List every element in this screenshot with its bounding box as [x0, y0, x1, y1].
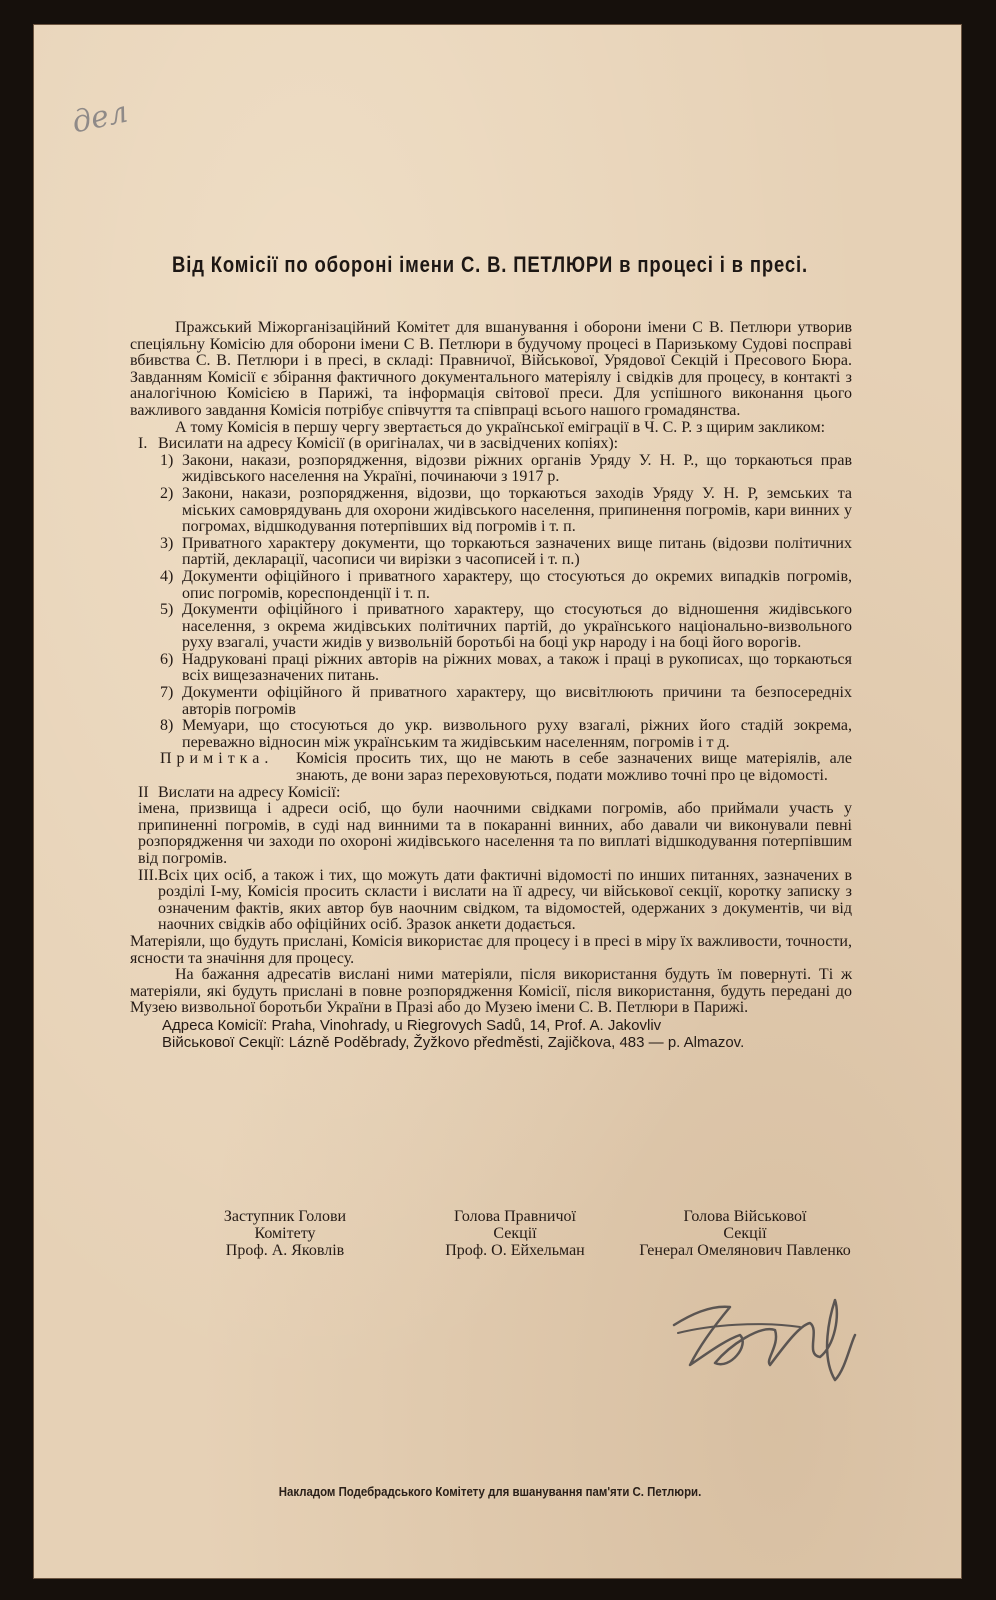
- list-item-number: 4): [160, 567, 174, 585]
- section-1: [138, 436, 852, 784]
- section-3-text: Всіх цих осіб, а також і тих, що можуть дати фактичні відомості по инших питаннях, зазначених в розділі I-му, Комісія просить скласти і вислати на її адресу, чи військової секції, коротку записку з означеним фактів, яких автор був наочним свідком, та відомостей, одержаних з документів, чи від наочних свідків або офіційних осіб. Зразок анкети додається.: [158, 866, 852, 934]
- note: [160, 751, 852, 784]
- signatory-name: Проф. А. Яковлів: [225, 1242, 345, 1259]
- section-2: [138, 785, 852, 868]
- section-3: [138, 868, 852, 934]
- signatory-title: Голова Правничої: [454, 1208, 576, 1225]
- appeal-paragraph: А тому Комісія в першу чергу звертається до української еміграції в Ч. С. Р. з щирим закликом:: [175, 418, 826, 436]
- list-item-number: 8): [160, 717, 174, 735]
- signatory-name: Генерал Омелянович Павленко: [639, 1242, 851, 1259]
- signatory-body: Секції: [493, 1225, 537, 1242]
- section-2-text: імена, призвища і адреси осіб, що були наочними свідками погромів, або приймали участь у припиненні погромів, в суді над винними та в покаранні винних, або давали чи виконували певні розпорядження чи заходи по охороні жидівського населення та по виплаті відшкодування потерпівшим від погромів.: [138, 800, 852, 867]
- list-item: [160, 652, 852, 685]
- signatory-body: Секції: [723, 1225, 767, 1242]
- list-item: [160, 718, 852, 751]
- list-item: [160, 602, 852, 652]
- section-2-heading: Вислати на адресу Комісії:: [158, 783, 341, 801]
- document-body: [130, 320, 852, 1051]
- list-item: [160, 569, 852, 602]
- list-item-text: Мемуари, що стосуються до укр. визвольного руху взагалі, ріжних його стадій зокрема, переважно відносин між українським та жидівським населенням, погромів і т д.: [182, 717, 852, 751]
- section-1-heading: Висилати на адресу Комісії (в оригіналах, чи в засвідчених копіях):: [158, 435, 619, 453]
- list-item-text: Документи офіційного і приватного характеру, що стосуються до окремих випадків погромів, опис погромів, кореспонденції і т. п.: [182, 567, 852, 602]
- section-3-number: III.: [138, 866, 158, 884]
- section-2-number: II: [138, 783, 149, 801]
- section-1-number: I.: [138, 435, 148, 453]
- list-item-number: 6): [160, 650, 174, 668]
- list-item-text: Закони, накази, розпорядження, відозви ріжних органів Уряду У. Н. Р., що торкаються прав жидівського населення на Україні, починаючи з 1917 р.: [182, 451, 852, 486]
- signatory-title: Голова Військової: [683, 1208, 807, 1225]
- list-item-text: Документи офіційного й приватного характеру, що висвітлюють причини та безпосередніх авторів погромів: [182, 684, 852, 718]
- list-item-text: Закони, накази, розпорядження, відозви, що торкаються заходів Уряду У. Н. Р, земських та міських самоврядувань для охорони жидівського населення, припинення погромів, кари винних у погромах, відшкодування потерпівших від погромів і т. п.: [182, 484, 852, 536]
- signatory: [400, 1208, 630, 1259]
- signatory-body: Комітету: [254, 1225, 316, 1242]
- list-item: [160, 536, 852, 569]
- list-item-text: Приватного характеру документи, що торкаються зазначених вище питань (відозви політичних партій, декларації, часописи чи вирізки з часописей і т. п.): [182, 534, 852, 569]
- list-item-number: 5): [160, 601, 174, 619]
- signatory-name: Проф. О. Ейхельман: [445, 1242, 585, 1259]
- materials-paragraph: Матеріяли, що будуть прислані, Комісія використає для процесу і в пресі в міру їх важливости, точности, ясности та значіння для процесу.: [130, 932, 852, 967]
- list-item: [160, 453, 852, 486]
- page-footer: Накладом Подебрадського Комітету для вшанування пам'яти С. Петлюри.: [278, 1484, 702, 1499]
- signatories: [170, 1208, 860, 1259]
- note-label: Примітка.: [160, 750, 274, 768]
- pencil-note: дел: [68, 94, 131, 141]
- page-title: Від Комісії по обороні імени С. В. ПЕТЛЮРИ в процесі і в пресі.: [172, 252, 808, 277]
- address-military-section: Військової Секції: Lázně Poděbrady, Žyžkovo předměsti, Zajičkova, 483 — p. Almazov.: [162, 1033, 745, 1051]
- list-item-number: 7): [160, 684, 174, 702]
- return-paragraph: На бажання адресатів вислані ними матеріяли, після використання будуть їм повернуті. Ті ж матеріяли, які будуть прислані в повне розпорядження Комісії, після використання, будуть передані до Музею визвольної боротьби України в Празі або до Музею імени С. В. Петлюри в Парижі.: [130, 966, 852, 1017]
- signatory: [170, 1208, 400, 1259]
- signatory-title: Заступник Голови: [223, 1208, 347, 1225]
- list-item-text: Надруковані праці ріжних авторів на ріжних мовах, а також і праці в рукописах, що торкаються всіх вищезазначених питань.: [182, 650, 852, 685]
- signatory: [630, 1208, 860, 1259]
- intro-paragraph: Пражський Міжорганізаційний Комітет для вшанування і оборони імени С В. Петлюри утворив спеціяльну Комісію для оборони імени С В. Петлюри в будучому процесі в Паризькому Судові посправі вбивства С. В. Петлюри і в пресі, в складі: Правничої, Військової, Урядової Секцій і Пресового Бюра. Завданням Комісії є збірання фактичного документального матеріялу і свідків для процесу, в контакті з аналогічною Комісією в Парижі, та інформація світової преси. Для успішного виконання цього важливого завдання Комісія потрібує співчуття та співпраці всього нашого громадянства.: [130, 319, 852, 419]
- address-commission: Адреса Комісії: Praha, Vinohrady, u Riegrovych Sadů, 14, Prof. A. Jakovliv: [162, 1016, 662, 1034]
- handwritten-signature: [670, 1285, 870, 1395]
- list-item-number: 2): [160, 484, 174, 502]
- list-item: [160, 486, 852, 536]
- list-item: [160, 685, 852, 718]
- section-1-list: [160, 453, 852, 752]
- list-item-number: 3): [160, 534, 174, 552]
- list-item-text: Документи офіційного і приватного характеру, що стосуються до відношення жидівського населення, з окрема жидівських політичних партій, до українського національно-визвольного руху взагалі, участи жидів у визвольній боротьбі на боці укр народу і на боці його ворогів.: [182, 601, 852, 652]
- list-item-number: 1): [160, 451, 174, 469]
- note-text: Комісія просить тих, що не мають в себе зазначених вище матеріялів, але знають, де вони зараз переховуються, подати можливо точні про це відомості.: [296, 750, 852, 785]
